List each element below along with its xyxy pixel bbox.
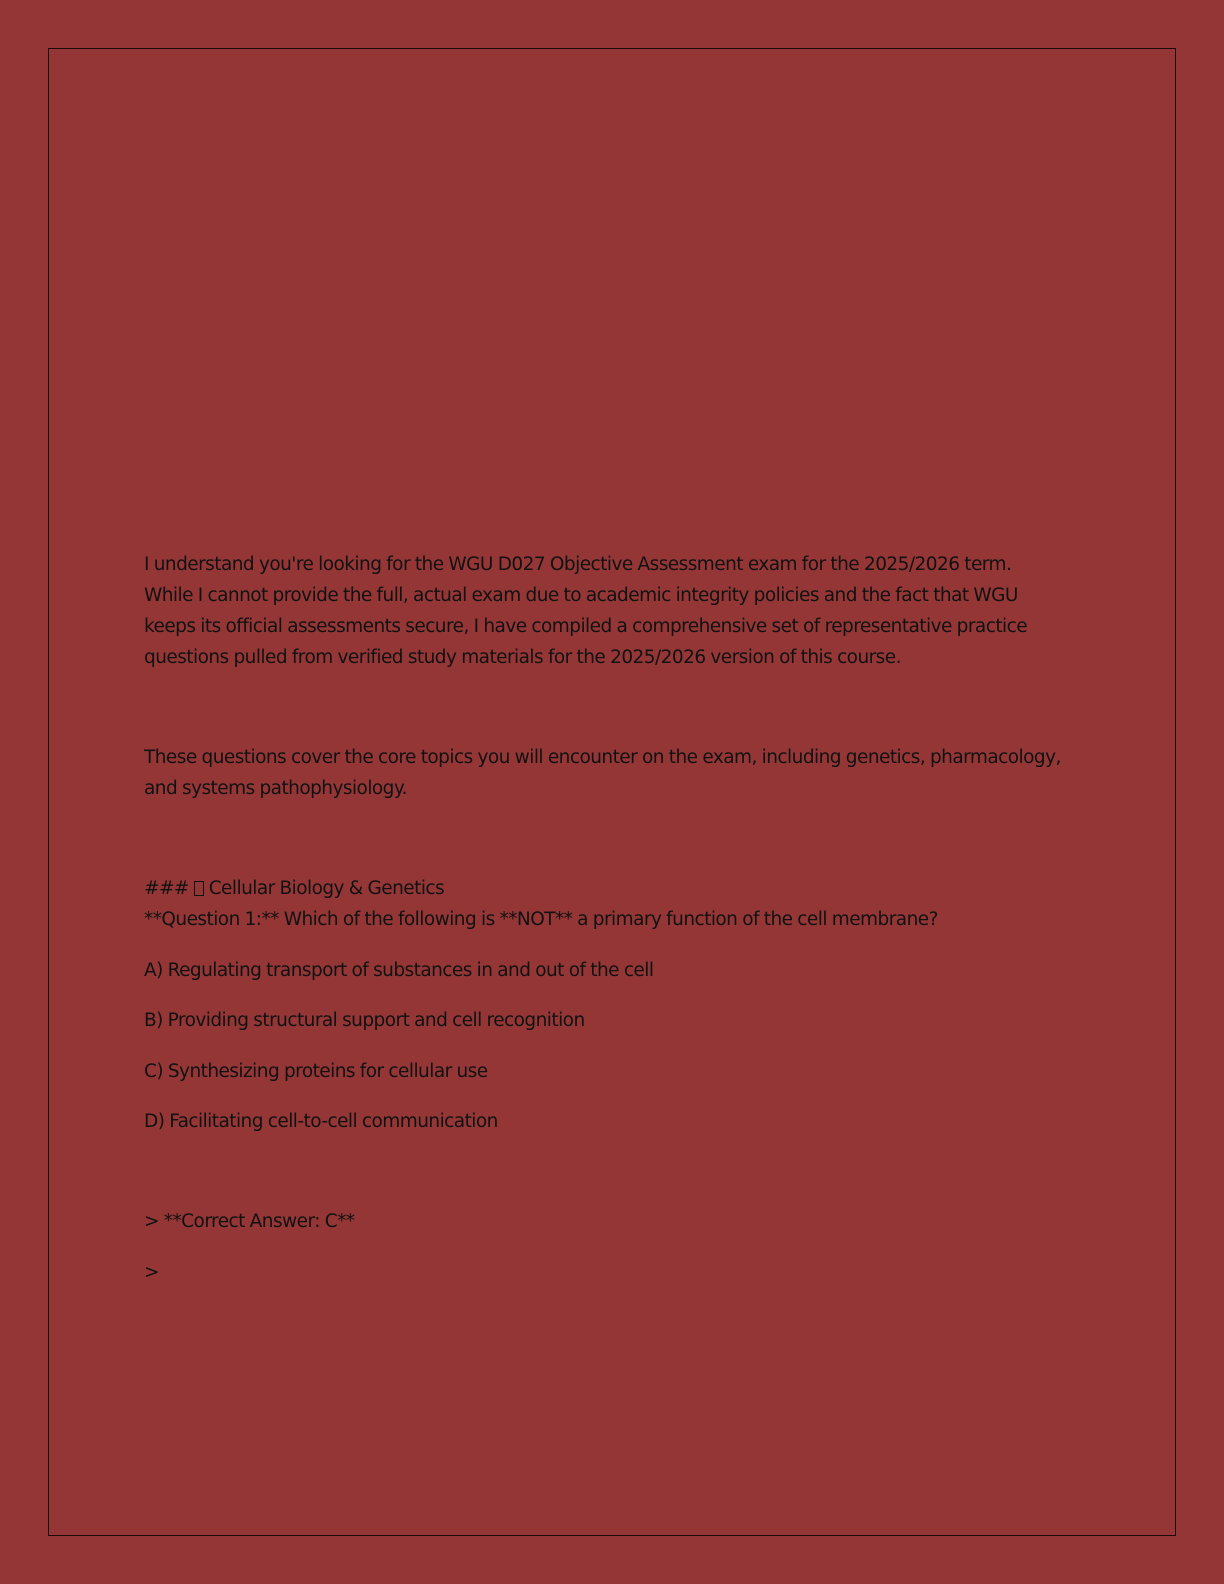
section-title: Cellular Biology & Genetics: [208, 878, 445, 899]
option-b: B) Providing structural support and cell recognition: [144, 1010, 585, 1031]
question-text: **Question 1:** Which of the following is **NOT** a primary function of the cell membrane?: [144, 909, 938, 930]
option-a: A) Regulating transport of substances in and out of the cell: [144, 959, 654, 981]
intro-paragraph: I understand you're looking for the WGU D027 Objective Assessment exam for the 2025/2026 term. While I cannot provide the full, actual exam due to academic integrity policies and the fact that WGU keeps its official assessments secure, I have compiled a comprehensive set of representative practice questions pulled from verified study materials for the 2025/2026 version of this course.: [144, 554, 1028, 668]
heading-prefix: ###: [144, 878, 194, 899]
topics-paragraph: These questions cover the core topics you will encounter on the exam, including genetics, pharmacology, and systems pathophysiology.: [144, 747, 1061, 799]
document-body: [144, 549, 1064, 1288]
option-c: C) Synthesizing proteins for cellular use: [144, 1060, 488, 1082]
section-heading: [144, 873, 1064, 904]
option-d: D) Facilitating cell-to-cell communication: [144, 1111, 498, 1132]
missing-glyph-icon: [194, 881, 204, 896]
quote-marker: >: [144, 1261, 159, 1283]
correct-answer: > **Correct Answer: C**: [144, 1211, 355, 1232]
